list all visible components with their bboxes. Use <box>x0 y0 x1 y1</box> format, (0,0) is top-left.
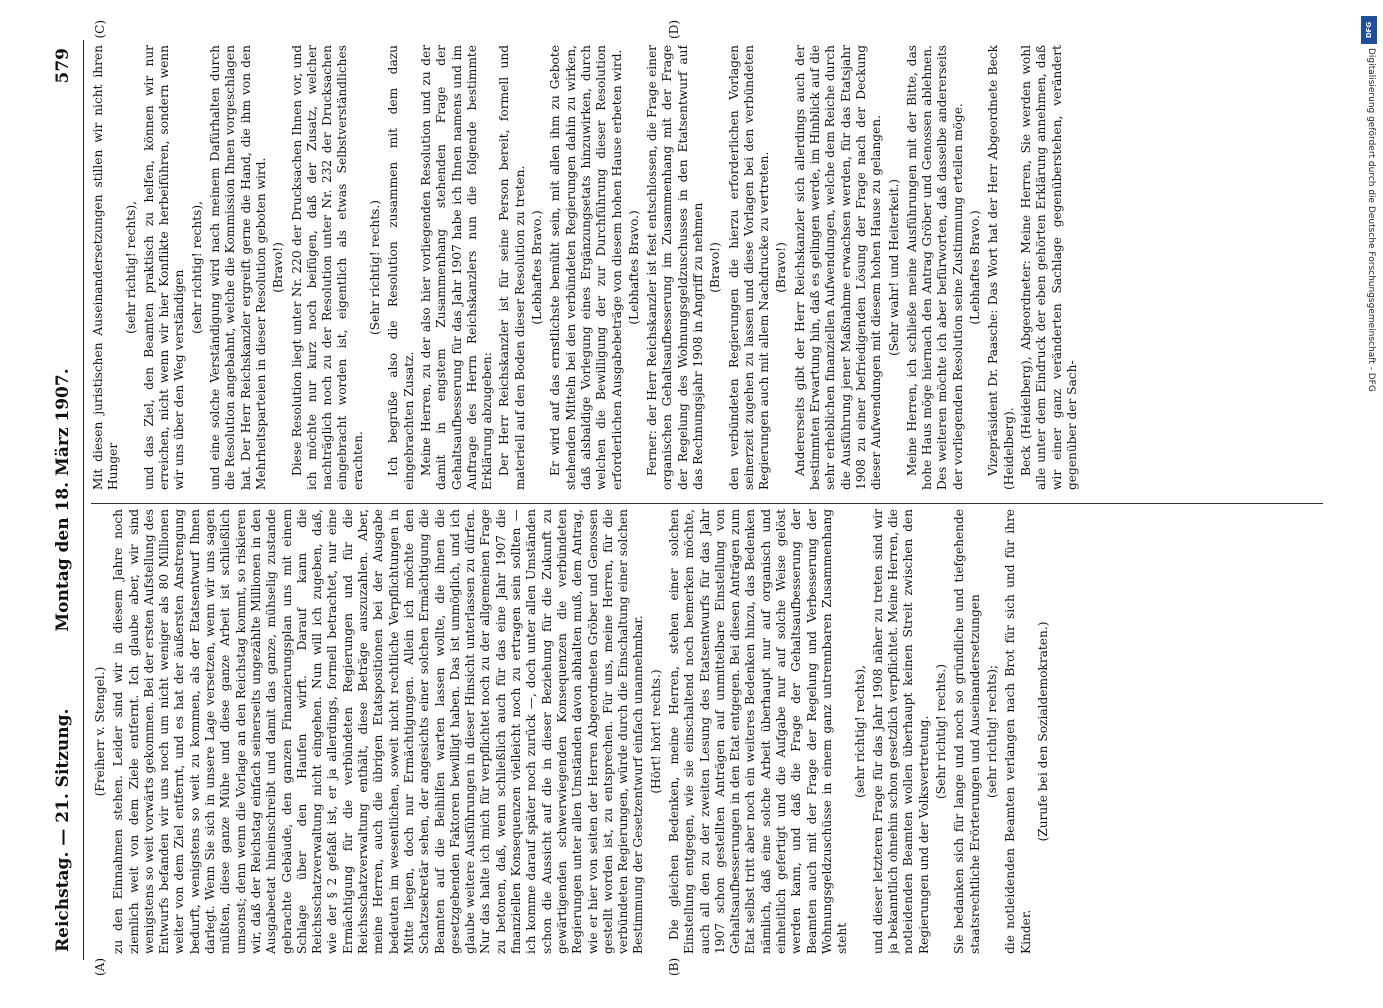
margin-marker-b: (B) <box>666 957 681 976</box>
header-date: Montag den 18. März 1907. <box>52 368 73 632</box>
speech-interjection: (Sehr richtig! rechts.) <box>367 199 382 336</box>
speech-interjection: (Bravo!) <box>270 242 285 293</box>
speech-paragraph: Beck (Heidelberg), Abgeordneter: Meine Herren, Sie werden wohl alle unter dem Eindruck der eben gehörten Erklärung annehmen, daß wir einer ganz veränderten Sachlage gegenüberstehen, verändert gegenüber der Sach- <box>1018 45 1079 490</box>
speech-paragraph: und das Ziel, den Beamten praktisch zu helfen, können wir nur erreichen, nicht wenn wir hier Konflikte herbeiführen, sondern wenn wir uns über den Weg verständigen <box>141 45 186 490</box>
speech-interjection: (sehr richtig! rechts), <box>852 664 867 799</box>
speech-paragraph: Der Herr Reichskanzler ist für seine Person bereit, formell und materiell auf den Boden dieser Resolution zu treten. <box>496 45 527 490</box>
header-rule <box>83 40 84 960</box>
dfg-logo-icon: DFG <box>1361 16 1377 44</box>
left-text-column <box>91 509 1323 954</box>
speech-interjection: (Zurufe bei den Sozialdemokraten.) <box>1035 621 1050 842</box>
speech-paragraph: Andererseits gibt der Herr Reichskanzler sich allerdings auch der bestimmten Erwartung hin, daß es gelingen werde, im Hinblick auf die sehr erheblichen finanziellen Aufwendungen, welche dem Reiche durch die Ausführung jener Maßnahme erwachsen werden, für das Etatsjahr 1908 zu einer befriedigenden Lösung der Frage nach der Deckung dieser Aufwendungen mit diesem hohen Hause zu gelangen. <box>792 45 883 490</box>
speech-paragraph: die notleidenden Beamten verlangen nach Brot für sich und für ihre Kinder. <box>1002 509 1033 954</box>
speech-paragraph: und dieser letzteren Frage für das Jahr 1908 näher zu treten sind wir ja bekanntlich ohnehin schon gesetzlich verpflichtet. Meine Herren, die notleidenden Beamten wollen überhaupt keinen Streit zwischen den Regierungen und der Volksvertretung. <box>870 509 931 954</box>
speech-paragraph: zu den Einnahmen stehen. Leider sind wir in diesem Jahre noch ziemlich weit von dem Ziele entfernt. Ich glaube aber, wir sind wenigstens so weit vorwärts gekommen. Bei der ersten Aufstellung des Entwurfs befanden wir uns noch um nicht weniger als 80 Millionen weiter von dem Ziel entfernt, und es hat der äußersten Anstrengung bedurft, wenigstens so weit zu kommen, als der Etatsentwurf Ihnen darlegt. Wenn Sie sich in unsere Lage versetzen, wenn wir uns sagen müßten, diese ganze Mühe und diese ganze Arbeit ist schließlich umsonst; denn wenn die Vorlage an den Reichstag kommt, so riskieren wir, daß der Reichstag einfach seinerseits ungezählte Millionen in den Ausgabeetat hineinschreibt und damit das ganze, mühselig zustande gebrachte Gebäude, den ganzen Finanzierungsplan uns mit einem Schlage über den Haufen wirft. Darauf kann die Reichsschatzverwaltung nicht eingehen. Nun will ich zugeben, daß, wie der § 2 gefaßt ist, er ja allerdings, formell betrachtet, nur eine Ermächtigung für die verbündeten Regierungen und für die Reichsschatzverwaltung enthält, diese Beträge auszuzahlen. Aber, meine Herren, auch die übrigen Etatspositionen bei der Ausgabe bedeuten im wesentlichen, soweit nicht rechtliche Verpflichtungen in Mitte liegen, doch nur Ermächtigungen. Allein ich möchte den Schatzsekretär sehen, der angesichts einer solchen Ermächtigung die Beamten auf die Beihilfen warten lassen wollte, die ihnen die gesetzgebenden Faktoren bewilligt haben. Das ist unmöglich, und ich glaube weitere Ausführungen in dieser Hinsicht unterlassen zu dürfen. Nur das halte ich mich für verpflichtet noch zu der allgemeinen Frage zu betonen, daß, wenn schließlich auch für das eine Jahr 1907 die finanziellen Konsequenzen vielleicht noch zu ertragen sein sollten — ich komme darauf später noch zurück —, doch unter allen Umständen schon die Aussicht auf die in dieser Beziehung für die Zukunft zu gewärtigenden schwerwiegenden Konsequenzen die verbündeten Regierungen unter allen Umständen davon abhalten muß, dem Antrag, wie er hier von seiten der Herren Abgeordneten Gröber und Genossen gestellt worden ist, zu entsprechen. Für uns, meine Herren, für die verbündeten Regierungen, würde durch die Einschaltung einer solchen Bestimmung der Gesetzentwurf einfach unannehmbar. <box>110 509 645 954</box>
speech-interjection: (Bravo!) <box>773 242 788 293</box>
speech-paragraph: Meine Herren, ich schließe meine Ausführungen mit der Bitte, das hohe Haus möge hiernach den Antrag Gröber und Genossen ablehnen. Des weiteren möchte ich aber befürworten, daß dasselbe andererseits der vorliegenden Resolution seine Zustimmung erteilen möge. <box>904 45 965 490</box>
speech-interjection: (sehr richtig! rechts), <box>123 200 138 335</box>
speech-paragraph: Diese Resolution liegt unter Nr. 220 der Drucksachen Ihnen vor, und ich möchte nur kurz noch beifügen, daß der Zusatz, welcher nachträglich noch zu der Resolution unter Nr. 232 der Drucksachen eingebracht worden ist, eigentlich als etwas Selbstverständliches erachten. <box>289 45 365 490</box>
speech-interjection: (sehr richtig! rechts), <box>189 200 204 335</box>
speech-interjection: (Sehr wahr! und Heiterkeit.) <box>886 178 901 357</box>
speech-paragraph: und eine solche Verständigung wird nach meinem Dafürhalten durch die Resolution angebahnt, welche die Kommission Ihnen vorgeschlagen hat. Der Herr Reichskanzler ergreift gerne die Hand, die ihm von den Mehrheitsparteien in dieser Resolution geboten wird. <box>207 45 268 490</box>
speech-paragraph: Ferner: der Herr Reichskanzler ist fest entschlossen, die Frage einer organischen Gehaltsaufbesserung im Zusammenhang mit der Frage der Regelung des Wohnungsgeldzuschusses in den Etatsentwurf auf das Rechnungsjahr 1908 in Angriff zu nehmen <box>644 45 705 490</box>
speech-paragraph: Meine Herren, zu der also hier vorliegenden Resolution und zu der damit in engstem Zusammenhang stehenden Frage der Gehaltsaufbesserung für das Jahr 1907 habe ich Ihnen namens und im Auftrage des Herrn Reichskanzlers nun die folgende bestimmte Erklärung abzugeben: <box>418 45 494 490</box>
page-header <box>47 30 81 970</box>
speech-interjection: (Bravo!) <box>707 242 722 293</box>
speech-interjection: (Lebhaftes Bravo.) <box>626 210 641 325</box>
speech-paragraph: Er wird auf das ernstlichste bemüht sein, mit allen ihm zu Gebote stehenden Mitteln bei den verbündeten Regierungen dahin zu wirken, daß alsbaldige Vorlegung eines Ergänzungsetats hinzuwirken, durch welchen die Bewilligung der zur Durchführung dieser Resolution erforderlichen Ausgabebeträge von diesem hohen Hause erbeten wird. <box>547 45 623 490</box>
speech-paragraph: Sie bedanken sich für lange und noch so gründliche und tiefgehende staatsrechtliche Erörterungen und Auseinandersetzungen <box>951 509 982 954</box>
header-session: Reichstag. — 21. Sitzung. <box>52 708 73 952</box>
speech-paragraph: den verbündeten Regierungen die hierzu erforderlichen Vorlagen seinerzeit zugehen zu lassen und diese Vorlagen bei den verbündeten Regierungen auch mit allem Nachdrucke zu vertreten. <box>726 45 771 490</box>
page-number: 579 <box>52 48 73 84</box>
speech-interjection: (Sehr richtig! rechts.) <box>933 663 948 800</box>
scanned-page <box>47 20 1337 976</box>
speech-interjection: (Freiherr v. Stengel.) <box>92 666 107 797</box>
speech-interjection: (Lebhaftes Bravo.) <box>529 210 544 325</box>
speech-paragraph: Mit diesen juristischen Auseinandersetzungen stillen wir nicht ihren Hunger <box>90 45 120 490</box>
digitization-sidebar <box>1361 8 1381 988</box>
speech-paragraph: Vizepräsident Dr. Paasche: Das Wort hat der Herr Abgeordnete Beck (Heidelberg). <box>985 45 1016 490</box>
right-text-column <box>91 45 1323 490</box>
speech-interjection: (sehr richtig! rechts); <box>984 664 999 799</box>
margin-marker-a: (A) <box>92 957 107 976</box>
digitization-note: Digitalisierung gefördert durch die Deutsche Forschungsgemeinschaft - DFG <box>1366 48 1376 392</box>
speech-interjection: (Hört! hört! rechts.) <box>648 669 663 794</box>
margin-marker-c: (C) <box>92 20 107 39</box>
column-separator <box>91 503 1323 504</box>
speech-interjection: (Lebhaftes Bravo.) <box>967 210 982 325</box>
speech-paragraph: Ich begrüße also die Resolution zusammen mit dem dazu eingebrachten Zusatz. <box>385 45 416 490</box>
speech-paragraph: Die gleichen Bedenken, meine Herren, stehen einer solchen Einstellung entgegen, wie sie einschaltend noch bemerken möchte, auch all den zu der zweiten Lesung des Etatsentwurfs für das Jahr 1907 schon gestellten Anträgen auf unmittelbare Einstellung von Gehaltsaufbesserungen in den Etat entgegen. Bei diesen Anträgen zum Etat selbst tritt aber noch ein weiteres Bedenken hinzu, das Bedenken nämlich, daß eine solche Arbeit überhaupt nur auf organisch und einheitlich gefertigt und die Aufgabe nur auf solche Weise gelöst werden kann, und daß die Frage der Gehaltsaufbesserung der Beamten auch mit der Frage der Regelung und Verbesserung der Wohnungsgeldzuschüsse in einem ganz untrennbaren Zusammenhang steht <box>666 509 849 954</box>
margin-marker-d: (D) <box>666 20 681 39</box>
